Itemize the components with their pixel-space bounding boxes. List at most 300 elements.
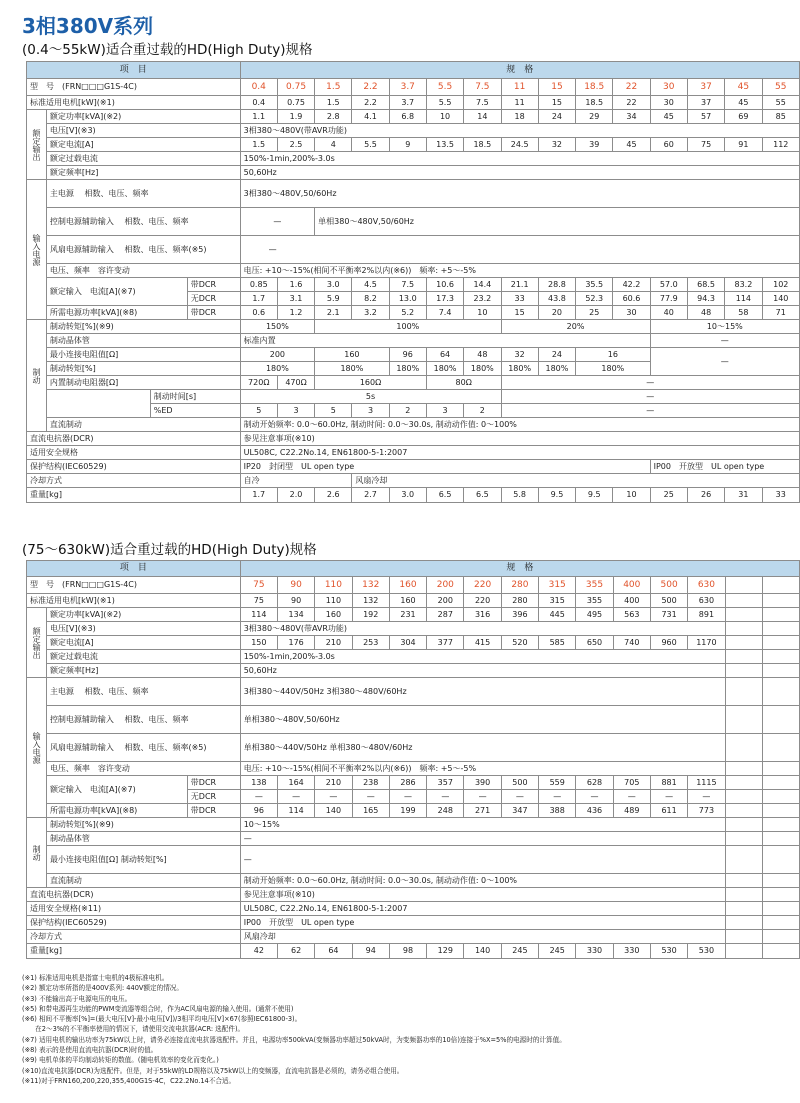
safety-standard-label: 适用安全规格(※11) xyxy=(27,902,241,916)
rated-capacity-cell: 69 xyxy=(725,110,762,124)
capacity-cell: 280 xyxy=(501,577,538,594)
empty-cell xyxy=(762,916,799,930)
brake-time-dash: — xyxy=(501,390,800,404)
input-current-dcr-cell: 102 xyxy=(762,278,799,292)
input-current-dcr-cell: 4.5 xyxy=(352,278,389,292)
power-capacity-cell: 10 xyxy=(464,306,501,320)
motor-cell: 37 xyxy=(687,96,724,110)
input-current-dcr-cell: 10.6 xyxy=(426,278,463,292)
ed-cell: 3 xyxy=(277,404,314,418)
brake-torque-pct-cell: 180% xyxy=(501,362,538,376)
empty-cell xyxy=(725,930,762,944)
empty-cell xyxy=(725,888,762,902)
main-power-label: 主电源 相数、电压、频率 xyxy=(46,678,240,706)
empty-cell xyxy=(725,636,762,650)
min-resistance-cell: 32 xyxy=(501,348,538,362)
weight-cell: 10 xyxy=(613,488,650,503)
motor-cell: 45 xyxy=(725,96,762,110)
power-capacity-cell: 58 xyxy=(725,306,762,320)
input-current-nodcr-cell: — xyxy=(539,790,576,804)
motor-cell: 11 xyxy=(501,96,538,110)
overload-value: 150%-1min,200%-3.0s xyxy=(240,152,799,166)
capacity-cell: 220 xyxy=(464,577,501,594)
rated-current-cell: 112 xyxy=(762,138,799,152)
ed-cell: 2 xyxy=(389,404,426,418)
main-power-value: 3相380～440V/50Hz 3相380～480V/60Hz xyxy=(240,678,725,706)
empty-cell xyxy=(762,944,799,959)
input-current-nodcr-cell: 8.2 xyxy=(352,292,389,306)
rated-capacity-cell: 29 xyxy=(576,110,613,124)
rated-current-cell: 650 xyxy=(576,636,613,650)
safety-standard-label: 适用安全规格 xyxy=(27,446,241,460)
rated-capacity-label: 额定功率[kVA](※2) xyxy=(46,608,240,622)
input-current-nodcr-cell: — xyxy=(688,790,725,804)
rated-current-cell: 150 xyxy=(240,636,277,650)
motor-cell: 110 xyxy=(315,594,352,608)
capacity-cell: 160 xyxy=(389,577,426,594)
rated-capacity-cell: 24 xyxy=(538,110,575,124)
power-capacity-cell: 30 xyxy=(613,306,650,320)
protection-label: 保护结构(IEC60529) xyxy=(27,460,241,474)
rated-current-label: 额定电流[A] xyxy=(46,636,240,650)
input-current-nodcr-cell: 1.7 xyxy=(240,292,277,306)
footnote: (※10)直流电抗器(DCR)为选配件。但是，对于55kW的LD规格以及75kW以上的变频器，直流电抗器是必须的，请务必组合使用。 xyxy=(22,1066,404,1075)
weight-cell: 530 xyxy=(688,944,725,959)
footnote: (※5) 和带电源再生功能的PWM变流器等组合时，作为AC风扇电源的输入使用。(通常不使用) xyxy=(22,1004,294,1013)
fan-power-value: — xyxy=(240,236,799,264)
without-dcr-label: 无DCR xyxy=(187,292,240,306)
brake-torque-cell: 10～15% xyxy=(650,320,799,334)
input-current-nodcr-cell: 94.3 xyxy=(687,292,724,306)
overload-value: 150%-1min,200%-3.0s xyxy=(240,650,725,664)
rated-capacity-cell: 160 xyxy=(315,608,352,622)
power-capacity-cell: 2.1 xyxy=(315,306,352,320)
rated-capacity-cell: 563 xyxy=(613,608,650,622)
min-resistance-cell: 64 xyxy=(426,348,463,362)
input-current-dcr-cell: 57.0 xyxy=(650,278,687,292)
rated-current-cell: 5.5 xyxy=(352,138,389,152)
min-resistance-label: 最小连接电阻值[Ω] xyxy=(46,348,240,362)
protection-value-a: IP20 封闭型 UL open type xyxy=(240,460,650,474)
empty-cell xyxy=(725,650,762,664)
input-power-category: 输入电源 xyxy=(27,180,47,320)
brake-torque-pct-cell: 180% xyxy=(538,362,575,376)
capacity-cell: 315 xyxy=(539,577,576,594)
rated-current-cell: 1.5 xyxy=(240,138,277,152)
frequency-value: 50,60Hz xyxy=(240,664,725,678)
spec-table-75-630kw xyxy=(26,560,800,959)
input-current-dcr-cell: 28.8 xyxy=(538,278,575,292)
weight-cell: 6.5 xyxy=(426,488,463,503)
input-current-nodcr-cell: 3.1 xyxy=(277,292,314,306)
weight-cell: 330 xyxy=(613,944,650,959)
capacity-cell: 3.7 xyxy=(389,79,426,96)
frequency-value: 50,60Hz xyxy=(240,166,799,180)
capacity-cell: 110 xyxy=(315,577,352,594)
input-current-nodcr-cell: 33 xyxy=(501,292,538,306)
capacity-cell: 1.5 xyxy=(315,79,352,96)
dcr-label: 直流电抗器(DCR) xyxy=(27,432,241,446)
input-current-dcr-cell: 881 xyxy=(650,776,687,790)
rated-current-cell: 39 xyxy=(576,138,613,152)
rated-current-cell: 740 xyxy=(613,636,650,650)
power-capacity-cell: 5.2 xyxy=(389,306,426,320)
with-dcr-label: 带DCR xyxy=(187,776,240,790)
rated-capacity-cell: 34 xyxy=(613,110,650,124)
ed-cell: 5 xyxy=(315,404,352,418)
empty-cell xyxy=(725,734,762,762)
motor-cell: 75 xyxy=(240,594,277,608)
motor-cell: 355 xyxy=(576,594,613,608)
empty-cell xyxy=(725,706,762,734)
empty-cell xyxy=(762,664,799,678)
power-capacity-cell: 7.4 xyxy=(426,306,463,320)
rated-capacity-cell: 114 xyxy=(240,608,277,622)
input-current-dcr-cell: 500 xyxy=(501,776,538,790)
input-current-dcr-cell: 164 xyxy=(278,776,315,790)
empty-cell xyxy=(762,818,799,832)
empty-cell xyxy=(762,832,799,846)
input-current-dcr-cell: 7.5 xyxy=(389,278,426,292)
brake-transistor-dash: — xyxy=(650,334,799,348)
weight-cell: 64 xyxy=(315,944,352,959)
weight-cell: 9.5 xyxy=(576,488,613,503)
motor-cell: 7.5 xyxy=(464,96,501,110)
empty-cell xyxy=(762,734,799,762)
input-current-nodcr-cell: 17.3 xyxy=(426,292,463,306)
input-current-nodcr-cell: — xyxy=(240,790,277,804)
rated-current-cell: 377 xyxy=(427,636,464,650)
weight-cell: 330 xyxy=(576,944,613,959)
rated-capacity-cell: 316 xyxy=(464,608,501,622)
motor-label: 标准适用电机[kW](※1) xyxy=(27,594,241,608)
rated-capacity-cell: 1.1 xyxy=(240,110,277,124)
rated-capacity-cell: 57 xyxy=(687,110,724,124)
rated-current-cell: 176 xyxy=(278,636,315,650)
motor-cell: 160 xyxy=(389,594,426,608)
footnote: (※11)对于FRN160,200,220,355,400G1S-4C，C22.2No.14不合适。 xyxy=(22,1076,236,1085)
motor-cell: 55 xyxy=(762,96,799,110)
series-heading: 3相380V系列 xyxy=(22,14,154,38)
input-current-nodcr-cell: — xyxy=(464,790,501,804)
spec-table-0.4-55kw xyxy=(26,61,800,503)
rated-current-cell: 9 xyxy=(389,138,426,152)
capacity-cell: 11 xyxy=(501,79,538,96)
input-current-dcr-cell: 210 xyxy=(315,776,352,790)
input-current-dcr-cell: 1.6 xyxy=(277,278,314,292)
voltage-label: 电压[V](※3) xyxy=(46,124,240,138)
weight-cell: 9.5 xyxy=(538,488,575,503)
min-resistance-dash: — xyxy=(650,348,799,376)
input-current-dcr-cell: 35.5 xyxy=(576,278,613,292)
input-current-nodcr-cell: — xyxy=(501,790,538,804)
input-current-dcr-cell: 0.85 xyxy=(240,278,277,292)
min-resistance-cell: 200 xyxy=(240,348,315,362)
empty-cell xyxy=(762,888,799,902)
empty-cell xyxy=(762,790,799,804)
power-capacity-cell: 388 xyxy=(539,804,576,818)
brake-transistor-label: 制动晶体管 xyxy=(46,832,240,846)
rated-capacity-cell: 14 xyxy=(464,110,501,124)
weight-cell: 26 xyxy=(687,488,724,503)
overload-label: 额定过载电流 xyxy=(46,152,240,166)
power-capacity-cell: 140 xyxy=(315,804,352,818)
rated-current-cell: 24.5 xyxy=(501,138,538,152)
weight-cell: 31 xyxy=(725,488,762,503)
motor-cell: 280 xyxy=(501,594,538,608)
input-current-dcr-cell: 83.2 xyxy=(725,278,762,292)
brake-torque-cell: 20% xyxy=(501,320,650,334)
weight-label: 重量[kg] xyxy=(27,488,241,503)
rated-current-cell: 585 xyxy=(539,636,576,650)
ed-cell: 3 xyxy=(352,404,389,418)
min-resistance-cell: 16 xyxy=(576,348,651,362)
weight-cell: 98 xyxy=(389,944,426,959)
brake-transistor-value: 标准内置 xyxy=(240,334,650,348)
motor-cell: 132 xyxy=(352,594,389,608)
dcr-label: 直流电抗器(DCR) xyxy=(27,888,241,902)
input-current-nodcr-cell: 114 xyxy=(725,292,762,306)
rated-capacity-cell: 1.9 xyxy=(277,110,314,124)
capacity-cell: 37 xyxy=(687,79,724,96)
input-current-nodcr-cell: — xyxy=(613,790,650,804)
cooling-value-b: 风扇冷却 xyxy=(352,474,800,488)
variation-value: 电压: +10～-15%(相间不平衡率2%以内(※6)) 频率: +5～-5% xyxy=(240,264,799,278)
empty-cell xyxy=(762,762,799,776)
input-current-dcr-cell: 559 xyxy=(539,776,576,790)
capacity-cell: 30 xyxy=(650,79,687,96)
internal-resistor-cell: 80Ω xyxy=(426,376,501,390)
cooling-value: 风扇冷却 xyxy=(240,930,725,944)
rated-current-cell: 32 xyxy=(538,138,575,152)
variation-label: 电压、频率 容许变动 xyxy=(46,762,240,776)
brake-transistor-value: — xyxy=(240,832,725,846)
empty-cell xyxy=(762,902,799,916)
empty-cell xyxy=(762,577,799,594)
footnote: (※8) 表示的是使用直流电抗器(DCR)时的值。 xyxy=(22,1046,158,1055)
input-current-dcr-cell: 286 xyxy=(389,776,426,790)
input-current-nodcr-cell: 52.3 xyxy=(576,292,613,306)
rated-capacity-cell: 287 xyxy=(427,608,464,622)
weight-cell: 6.5 xyxy=(464,488,501,503)
rated-current-cell: 75 xyxy=(687,138,724,152)
rated-capacity-cell: 18 xyxy=(501,110,538,124)
power-capacity-cell: 48 xyxy=(687,306,724,320)
power-capacity-cell: 114 xyxy=(278,804,315,818)
power-capacity-cell: 25 xyxy=(576,306,613,320)
power-capacity-cell: 489 xyxy=(613,804,650,818)
weight-cell: 42 xyxy=(240,944,277,959)
footnote: (※9) 电机单体的平均制动转矩的数值。(随电机效率的变化而变化。) xyxy=(22,1056,219,1065)
footnote: (※6) 相间不平衡率[%]=(最大电压[V]-最小电压[V])/3相平均电压[V]×67(参照IEC61800-3)。 xyxy=(22,1015,302,1024)
empty-cell xyxy=(762,930,799,944)
header-item: 项 目 xyxy=(27,62,241,79)
empty-cell xyxy=(762,678,799,706)
rated-current-cell: 18.5 xyxy=(464,138,501,152)
power-capacity-cell: 773 xyxy=(688,804,725,818)
voltage-value: 3相380～480V(带AVR功能) xyxy=(240,622,725,636)
input-current-dcr-cell: 357 xyxy=(427,776,464,790)
rated-capacity-cell: 4.1 xyxy=(352,110,389,124)
empty-cell xyxy=(725,902,762,916)
ed-label: %ED xyxy=(150,404,240,418)
internal-resistor-dash: — xyxy=(501,376,800,390)
rated-output-category: 额定输出 xyxy=(27,110,47,180)
empty-cell xyxy=(725,916,762,930)
internal-resistor-cell: 160Ω xyxy=(315,376,427,390)
input-current-nodcr-cell: 5.9 xyxy=(315,292,352,306)
fan-power-value: 单相380～440V/50Hz 单相380～480V/60Hz xyxy=(240,734,725,762)
brake-torque-cell: 150% xyxy=(240,320,315,334)
brake-torque-pct-cell: 180% xyxy=(240,362,315,376)
control-power-dash: — xyxy=(240,208,315,236)
input-current-dcr-cell: 1115 xyxy=(688,776,725,790)
input-current-dcr-cell: 3.0 xyxy=(315,278,352,292)
power-capacity-cell: 436 xyxy=(576,804,613,818)
capacity-cell: 15 xyxy=(538,79,575,96)
capacity-cell: 400 xyxy=(613,577,650,594)
empty-cell xyxy=(725,664,762,678)
power-capacity-cell: 199 xyxy=(389,804,426,818)
min-resistance-cell: 96 xyxy=(389,348,426,362)
dc-brake-label: 直流制动 xyxy=(46,874,240,888)
input-current-nodcr-cell: 60.6 xyxy=(613,292,650,306)
rated-capacity-cell: 45 xyxy=(650,110,687,124)
rated-current-cell: 4 xyxy=(315,138,352,152)
capacity-cell: 55 xyxy=(762,79,799,96)
rated-capacity-cell: 891 xyxy=(688,608,725,622)
model-label: 型 号 (FRN□□□G1S-4C) xyxy=(27,79,241,96)
brake-torque-pct-label: 制动转矩[%] xyxy=(46,362,240,376)
table2-subtitle: (75～630kW)适合重过载的HD(High Duty)规格 xyxy=(22,542,317,558)
input-current-dcr-cell: 390 xyxy=(464,776,501,790)
weight-cell: 245 xyxy=(539,944,576,959)
motor-cell: 500 xyxy=(650,594,687,608)
input-current-nodcr-cell: 13.0 xyxy=(389,292,426,306)
empty-cell xyxy=(725,776,762,790)
rated-capacity-cell: 396 xyxy=(501,608,538,622)
motor-cell: 0.75 xyxy=(277,96,314,110)
rated-capacity-cell: 445 xyxy=(539,608,576,622)
capacity-cell: 75 xyxy=(240,577,277,594)
empty-cell xyxy=(762,706,799,734)
motor-cell: 315 xyxy=(539,594,576,608)
weight-cell: 530 xyxy=(650,944,687,959)
capacity-cell: 630 xyxy=(688,577,725,594)
rated-capacity-cell: 6.8 xyxy=(389,110,426,124)
rated-capacity-cell: 192 xyxy=(352,608,389,622)
capacity-cell: 355 xyxy=(576,577,613,594)
rated-capacity-cell: 10 xyxy=(426,110,463,124)
weight-cell: 5.8 xyxy=(501,488,538,503)
weight-cell: 2.0 xyxy=(277,488,314,503)
input-current-nodcr-cell: 23.2 xyxy=(464,292,501,306)
empty-cell xyxy=(762,594,799,608)
ed-cell: 5 xyxy=(240,404,277,418)
brake-torque-pct-cell: 180% xyxy=(464,362,501,376)
weight-cell: 140 xyxy=(464,944,501,959)
footnotes xyxy=(22,973,566,1086)
header-spec: 规 格 xyxy=(240,561,799,577)
motor-cell: 220 xyxy=(464,594,501,608)
brake-transistor-label: 制动晶体管 xyxy=(46,334,240,348)
brake-resistor-spacer xyxy=(46,390,150,418)
capacity-cell: 132 xyxy=(352,577,389,594)
motor-cell: 18.5 xyxy=(576,96,613,110)
motor-cell: 0.4 xyxy=(240,96,277,110)
dc-brake-value: 制动开始频率: 0.0～60.0Hz, 制动时间: 0.0～30.0s, 制动动作值: 0～100% xyxy=(240,418,799,432)
empty-cell xyxy=(762,846,799,874)
voltage-label: 电压[V](※3) xyxy=(46,622,240,636)
power-capacity-cell: 40 xyxy=(650,306,687,320)
motor-cell: 5.5 xyxy=(426,96,463,110)
rated-capacity-cell: 231 xyxy=(389,608,426,622)
footnote: (※1) 标准适用电机是指富士电机的4极标准电机。 xyxy=(22,974,169,982)
weight-cell: 245 xyxy=(501,944,538,959)
input-current-nodcr-cell: — xyxy=(315,790,352,804)
with-dcr-label: 带DCR xyxy=(187,278,240,292)
rated-current-cell: 91 xyxy=(725,138,762,152)
protection-value-b: IP00 开放型 UL open type xyxy=(650,460,799,474)
min-resistance-cell: 160 xyxy=(315,348,389,362)
control-power-value: 单相380～480V,50/60Hz xyxy=(315,208,800,236)
rated-current-cell: 415 xyxy=(464,636,501,650)
capacity-cell: 90 xyxy=(278,577,315,594)
capacity-cell: 45 xyxy=(725,79,762,96)
rated-capacity-cell: 134 xyxy=(278,608,315,622)
weight-cell: 25 xyxy=(650,488,687,503)
input-current-dcr-cell: 628 xyxy=(576,776,613,790)
weight-cell: 2.7 xyxy=(352,488,389,503)
brake-torque-label: 制动转矩[%](※9) xyxy=(46,818,240,832)
footnote: 在2～3%的不平衡率使用的情况下，请使用交流电抗器(ACR: 选配件)。 xyxy=(22,1025,245,1034)
internal-resistor-label: 内置制动电阻器[Ω] xyxy=(46,376,240,390)
rated-current-cell: 13.5 xyxy=(426,138,463,152)
empty-cell xyxy=(725,944,762,959)
power-capacity-label: 所需电源功率[kVA](※8) xyxy=(46,306,187,320)
header-spec: 规 格 xyxy=(240,62,799,79)
cooling-label: 冷却方式 xyxy=(27,474,241,488)
power-dcr-label: 带DCR xyxy=(187,306,240,320)
footnote: (※3) 不能输出高于电源电压的电压。 xyxy=(22,994,132,1003)
power-capacity-cell: 15 xyxy=(501,306,538,320)
capacity-cell: 7.5 xyxy=(464,79,501,96)
input-current-nodcr-cell: — xyxy=(427,790,464,804)
rated-capacity-label: 额定功率[kVA](※2) xyxy=(46,110,240,124)
rated-output-category: 额定输出 xyxy=(27,608,47,678)
capacity-cell: 2.2 xyxy=(352,79,389,96)
min-resistance-value: — xyxy=(240,846,725,874)
overload-label: 额定过载电流 xyxy=(46,650,240,664)
capacity-cell: 22 xyxy=(613,79,650,96)
rated-capacity-cell: 85 xyxy=(762,110,799,124)
input-power-category: 输入电源 xyxy=(27,678,47,818)
capacity-cell: 18.5 xyxy=(576,79,613,96)
safety-standard-value: UL508C, C22.2No.14, EN61800-5-1:2007 xyxy=(240,902,725,916)
input-current-dcr-cell: 68.5 xyxy=(687,278,724,292)
power-capacity-label: 所需电源功率[kVA](※8) xyxy=(46,804,187,818)
rated-capacity-cell: 2.8 xyxy=(315,110,352,124)
brake-torque-cell: 100% xyxy=(315,320,501,334)
brake-time-label: 制动时间[s] xyxy=(150,390,240,404)
variation-value: 电压: +10～-15%(相间不平衡率2%以内(※6)) 频率: +5～-5% xyxy=(240,762,725,776)
ed-dash: — xyxy=(501,404,800,418)
input-current-nodcr-cell: — xyxy=(650,790,687,804)
brake-torque-pct-cell: 180% xyxy=(426,362,463,376)
input-current-dcr-cell: 21.1 xyxy=(501,278,538,292)
brake-torque-value: 10～15% xyxy=(240,818,725,832)
motor-cell: 30 xyxy=(650,96,687,110)
